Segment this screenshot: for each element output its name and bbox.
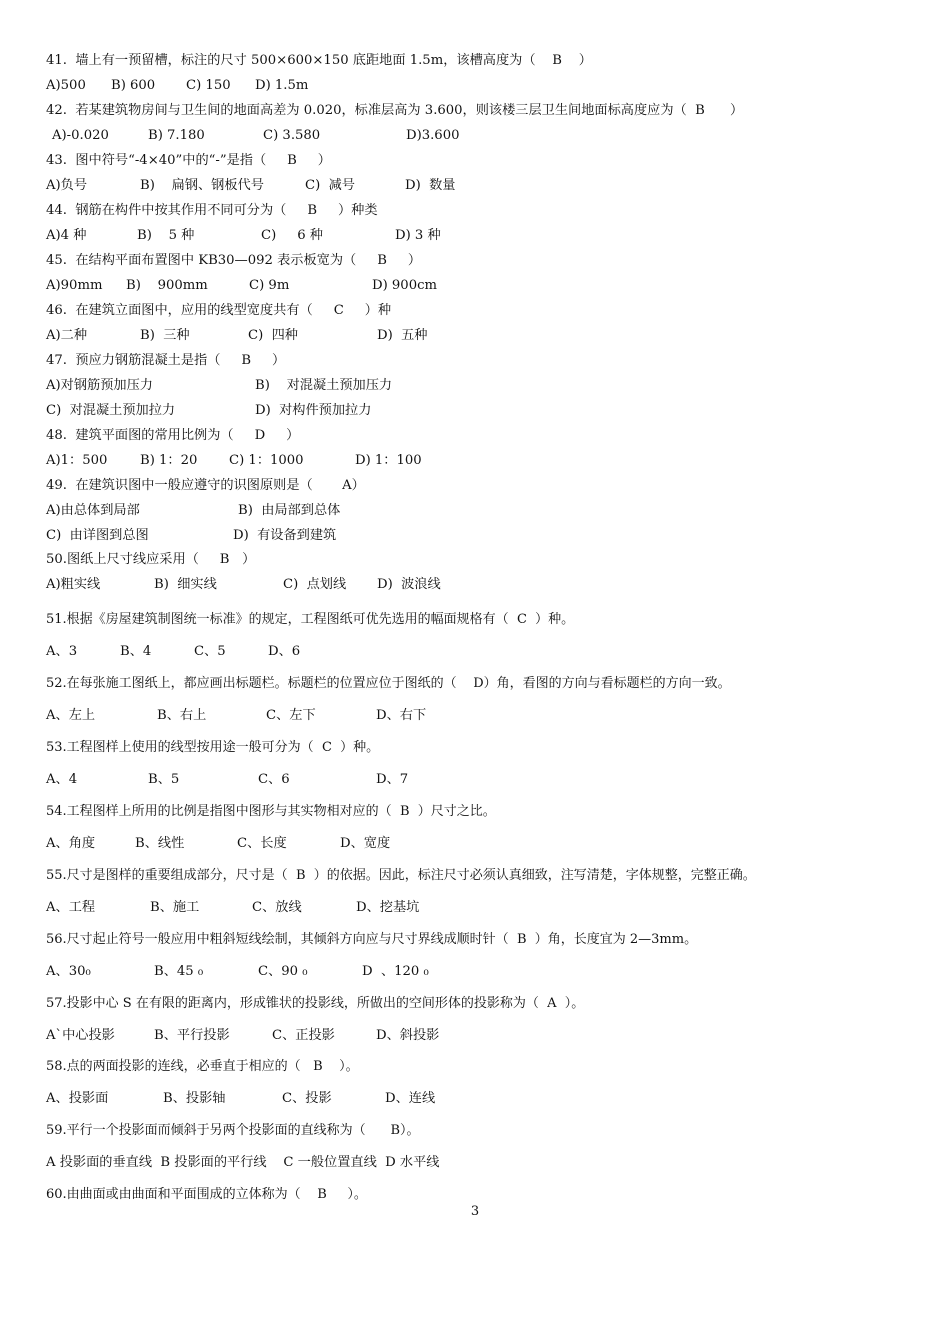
option-49-b: B) 由局部到总体 <box>238 503 341 518</box>
option-53-a: A、4 <box>46 772 78 787</box>
option-56-c: C、90 ₀ <box>258 964 308 979</box>
question-46: 46. 在建筑立面图中，应用的线型宽度共有（ C ）种 <box>46 303 392 318</box>
option-50-a: A)粗实线 <box>46 577 101 592</box>
option-41-b: B) 600 <box>111 78 156 93</box>
option-52-b: B、右上 <box>157 708 207 723</box>
option-44-c: C) 6 种 <box>261 228 323 243</box>
option-45-c: C) 9m <box>249 278 290 293</box>
option-54-a: A、角度 <box>46 836 96 851</box>
option-48-d: D) 1：100 <box>355 453 422 468</box>
option-49-d: D) 有设备到建筑 <box>233 528 337 543</box>
question-52: 52.在每张施工图纸上，都应画出标题栏。标题栏的位置应位于图纸的（ D）角，看图的方向与看标题栏的方向一致。 <box>46 676 731 691</box>
question-53: 53.工程图样上使用的线型按用途一般可分为（ C ）种。 <box>46 740 380 755</box>
option-47-a: A)对钢筋预加压力 <box>46 378 153 393</box>
option-57-c: C、正投影 <box>272 1028 335 1043</box>
option-55-a: A、工程 <box>46 900 96 915</box>
question-51: 51.根据《房屋建筑制图统一标准》的规定，工程图纸可优先选用的幅面规格有（ C ）种。 <box>46 612 575 627</box>
option-56-b: B、45 ₀ <box>154 964 204 979</box>
option-46-b: B) 三种 <box>140 328 190 343</box>
option-44-d: D) 3 种 <box>395 228 441 243</box>
option-49-c: C) 由详图到总图 <box>46 528 149 543</box>
question-58: 58.点的两面投影的连线，必垂直于相应的（ B ）。 <box>46 1059 359 1074</box>
option-54-c: C、长度 <box>237 836 287 851</box>
option-52-d: D、右下 <box>376 708 427 723</box>
option-41-c: C) 150 <box>186 78 231 93</box>
question-55: 55.尺寸是图样的重要组成部分，尺寸是（ B ）的依据。因此，标注尺寸必须认真细致，注写清楚，字体规整，完整正确。 <box>46 868 756 883</box>
option-52-a: A、左上 <box>46 708 96 723</box>
option-58-c: C、投影 <box>282 1091 332 1106</box>
option-48-b: B) 1：20 <box>140 453 198 468</box>
option-52-c: C、左下 <box>266 708 316 723</box>
option-54-d: D、宽度 <box>340 836 391 851</box>
option-48-c: C) 1：1000 <box>229 453 304 468</box>
option-51-b: B、4 <box>120 644 152 659</box>
option-48-a: A)1：500 <box>46 453 108 468</box>
option-45-b: B) 900mm <box>126 278 208 293</box>
question-44: 44. 钢筋在构件中按其作用不同可分为（ B ）种类 <box>46 203 378 218</box>
option-51-c: C、5 <box>194 644 226 659</box>
option-43-b: B) 扁钢、钢板代号 <box>140 178 264 193</box>
option-42-b: B) 7.180 <box>148 128 205 143</box>
option-57-b: B、平行投影 <box>154 1028 230 1043</box>
option-55-d: D、挖基坑 <box>356 900 420 915</box>
option-53-c: C、6 <box>258 772 290 787</box>
question-45: 45. 在结构平面布置图中 KB30—092 表示板宽为（ B ） <box>46 253 422 268</box>
option-56-a: A、30₀ <box>46 964 91 979</box>
option-47-c: C) 对混凝土预加拉力 <box>46 403 176 418</box>
question-60: 60.由曲面或由曲面和平面围成的立体称为（ B ）。 <box>46 1187 367 1202</box>
option-51-d: D、6 <box>268 644 301 659</box>
option-55-c: C、放线 <box>252 900 302 915</box>
page-number: 3 <box>470 1204 480 1219</box>
question-59: 59.平行一个投影面而倾斜于另两个投影面的直线称为（ B）。 <box>46 1123 420 1138</box>
option-44-a: A)4 种 <box>46 228 87 243</box>
option-41-d: D) 1.5m <box>255 78 309 93</box>
option-43-a: A)负号 <box>46 178 88 193</box>
option-50-d: D) 波浪线 <box>377 577 441 592</box>
option-58-a: A、投影面 <box>46 1091 109 1106</box>
option-47-b: B) 对混凝土预加压力 <box>255 378 393 393</box>
option-46-d: D) 五种 <box>377 328 428 343</box>
question-49: 49. 在建筑识图中一般应遵守的识图原则是（ A） <box>46 478 365 493</box>
question-56: 56.尺寸起止符号一般应用中粗斜短线绘制，其倾斜方向应与尺寸界线成顺时针（ B ）角，长度宜为 2—3mm。 <box>46 932 698 947</box>
question-54: 54.工程图样上所用的比例是指图中图形与其实物相对应的（ B ）尺寸之比。 <box>46 804 496 819</box>
option-50-c: C) 点划线 <box>283 577 347 592</box>
question-41: 41. 墙上有一预留槽，标注的尺寸 500×600×150 底距地面 1.5m，该槽高度为（ B ） <box>46 53 592 68</box>
option-42-c: C) 3.580 <box>263 128 321 143</box>
option-42-a: A)-0.020 <box>52 128 109 143</box>
option-45-d: D) 900cm <box>372 278 437 293</box>
option-44-b: B) 5 种 <box>137 228 195 243</box>
question-42: 42. 若某建筑物房间与卫生间的地面高差为 0.020，标准层高为 3.600，则该楼三层卫生间地面标高度应为（ B ） <box>46 103 744 118</box>
option-41-a: A)500 <box>46 78 86 93</box>
option-43-d: D) 数量 <box>405 178 456 193</box>
option-53-b: B、5 <box>148 772 180 787</box>
question-50: 50.图纸上尺寸线应采用（ B ） <box>46 552 256 567</box>
option-55-b: B、施工 <box>150 900 200 915</box>
option-59-all: A 投影面的垂直线 B 投影面的平行线 C 一般位置直线 D 水平线 <box>46 1155 440 1170</box>
option-50-b: B) 细实线 <box>154 577 217 592</box>
option-42-d: D)3.600 <box>406 128 460 143</box>
question-48: 48. 建筑平面图的常用比例为（ D ） <box>46 428 300 443</box>
option-43-c: C) 减号 <box>305 178 355 193</box>
question-57: 57.投影中心 S 在有限的距离内，形成锥状的投影线，所做出的空间形体的投影称为（ A ）。 <box>46 996 585 1011</box>
option-58-d: D、连线 <box>385 1091 436 1106</box>
option-46-a: A)二种 <box>46 328 88 343</box>
option-49-a: A)由总体到局部 <box>46 503 140 518</box>
option-56-d: D 、120 ₀ <box>362 964 429 979</box>
option-53-d: D、7 <box>376 772 409 787</box>
option-51-a: A、3 <box>46 644 78 659</box>
option-47-d: D) 对构件预加拉力 <box>255 403 372 418</box>
question-43: 43. 图中符号“-4×40”中的“-”是指（ B ） <box>46 153 331 168</box>
option-57-d: D、斜投影 <box>376 1028 440 1043</box>
option-58-b: B、投影轴 <box>163 1091 226 1106</box>
option-46-c: C) 四种 <box>248 328 298 343</box>
option-54-b: B、线性 <box>135 836 185 851</box>
question-47: 47. 预应力钢筋混凝土是指（ B ） <box>46 353 286 368</box>
option-45-a: A)90mm <box>46 278 103 293</box>
option-57-a: A`中心投影 <box>46 1028 115 1043</box>
